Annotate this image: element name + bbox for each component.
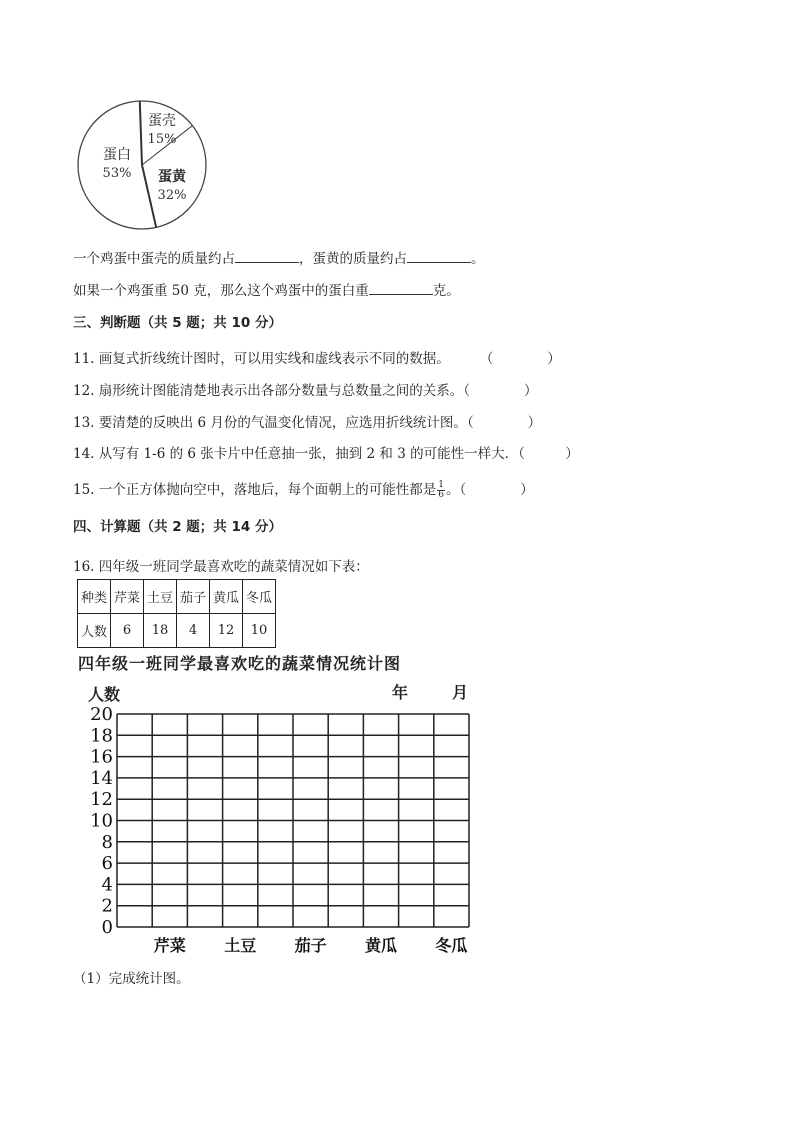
table-cell: 种类 [78,580,111,614]
table-cell: 冬瓜 [243,580,276,614]
item-text: 14. 从写有 1-6 的 6 张卡片中任意抽一张，抽到 2 和 3 的可能性一样大． [73,446,519,462]
x-tick-label: 土豆 [224,936,257,955]
sub-question-1: （1）完成统计图。 [73,971,190,987]
table-cell: 土豆 [144,580,177,614]
table-cell: 6 [111,614,144,648]
question-text: 。 [471,251,485,267]
question-text: 一个鸡蛋中蛋壳的质量约占 [73,251,235,267]
y-tick-label: 4 [101,874,113,896]
item-text: 15. 一个正方体抛向空中，落地后，每个面朝上的可能性都是 [73,482,437,498]
fill-question-line1 [73,247,485,267]
answer-paren[interactable]: （ ） [466,415,542,431]
chart-year-label: 年 [392,683,409,702]
vegetable-table [77,579,276,648]
fraction-one-sixth [437,481,445,500]
table-cell: 10 [243,614,276,648]
answer-paren[interactable]: （ ） [518,446,579,462]
section3-title: 三、判断题（共 5 题；共 10 分） [73,315,282,331]
judge-item-12 [73,379,538,399]
fraction-numerator: 1 [438,480,444,490]
y-tick-label: 20 [90,704,113,725]
answer-paren[interactable]: （ ） [479,351,561,367]
y-tick-label: 8 [101,831,113,853]
x-tick-label: 茄子 [294,936,327,955]
table-cell: 黄瓜 [210,580,243,614]
pie-slice-value: 15% [147,132,177,147]
table-cell: 12 [210,614,243,648]
table-row [78,614,276,648]
y-tick-label: 6 [101,853,113,875]
answer-blank-white[interactable] [369,282,433,295]
judge-item-13 [73,411,541,431]
bar-chart-grid[interactable] [80,700,480,960]
pie-slice-value: 53% [102,166,132,181]
pie-slice-value: 32% [157,188,187,203]
x-tick-label: 芹菜 [153,936,186,955]
fraction-denominator: 6 [438,490,444,500]
y-tick-label: 14 [90,767,113,789]
egg-pie-chart [74,99,210,231]
chart-month-label: 月 [452,683,469,702]
table-header-row [78,580,276,614]
y-tick-label: 12 [90,789,113,811]
answer-blank-shell[interactable] [235,250,299,263]
chart-ylabel: 人数 [88,685,121,704]
section4-title: 四、计算题（共 2 题；共 14 分） [73,519,282,535]
chart-title: 四年级一班同学最喜欢吃的蔬菜情况统计图 [78,654,402,673]
y-tick-label: 2 [101,895,113,917]
question-text: 克。 [432,283,460,299]
question-text: 如果一个鸡蛋重 50 克，那么这个鸡蛋中的蛋白重 [73,283,369,299]
table-cell: 人数 [78,614,111,648]
y-tick-label: 10 [90,810,113,832]
judge-item-11 [73,347,561,367]
question-text: ，蛋黄的质量约占 [299,251,407,267]
item-text: 11. 画复式折线统计图时，可以用实线和虚线表示不同的数据。 [73,351,450,367]
x-tick-label: 黄瓜 [364,936,398,955]
answer-paren[interactable]: （ ） [463,383,538,399]
y-tick-label: 0 [101,917,113,938]
item-text: 。 [446,482,460,498]
table-cell: 芹菜 [111,580,144,614]
y-tick-label: 18 [90,725,113,747]
table-cell: 18 [144,614,177,648]
item-text: 13. 要清楚的反映出 6 月份的气温变化情况，应选用折线统计图。 [73,415,467,431]
judge-item-15 [73,478,534,500]
y-tick-label: 16 [90,746,113,768]
pie-slice-label: 蛋壳 [148,113,176,129]
table-cell: 4 [177,614,210,648]
answer-blank-yolk[interactable] [407,250,471,263]
item-text: 12. 扇形统计图能清楚地表示出各部分数量与总数量之间的关系。 [73,383,464,399]
table-cell: 茄子 [177,580,210,614]
pie-slice-label: 蛋白 [103,147,131,163]
question-16: 16. 四年级一班同学最喜欢吃的蔬菜情况如下表： [73,559,369,575]
x-tick-label: 冬瓜 [435,936,468,955]
fill-question-line2 [73,279,460,299]
pie-slice-label: 蛋黄 [158,169,186,185]
judge-item-14 [73,442,579,462]
answer-paren[interactable]: （ ） [459,482,534,498]
